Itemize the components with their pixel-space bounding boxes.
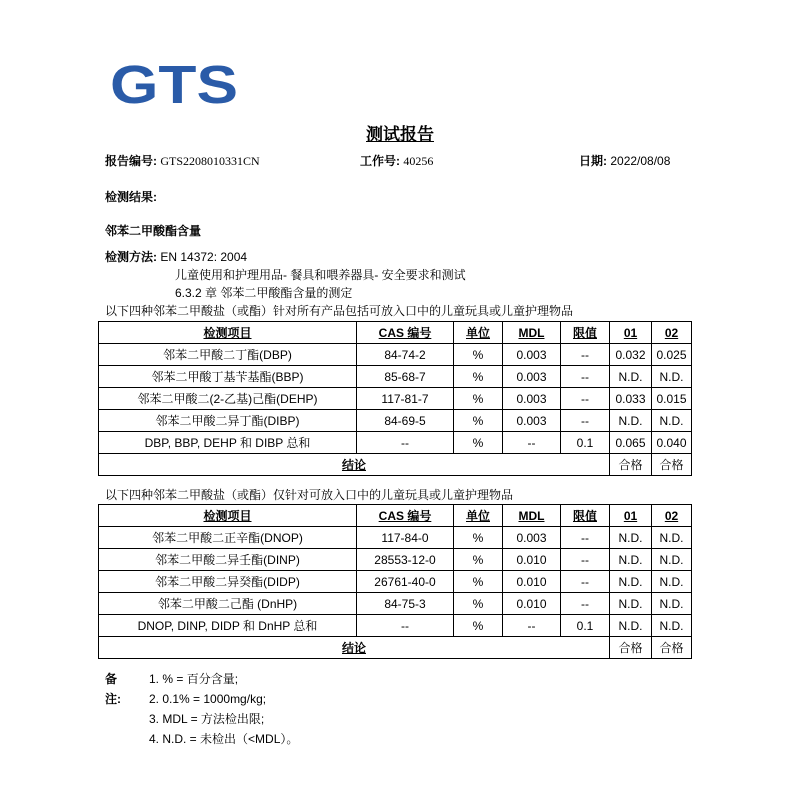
- method-description: 儿童使用和护理用品- 餐具和喂养器具- 安全要求和测试: [175, 268, 466, 282]
- table-row: [99, 388, 692, 410]
- cas-number: 26761-40-0: [357, 571, 454, 593]
- unit: %: [454, 366, 503, 388]
- result-02: N.D.: [652, 571, 692, 593]
- unit: %: [454, 571, 503, 593]
- date-value: 2022/08/08: [610, 154, 671, 168]
- cas-number: 84-75-3: [357, 593, 454, 615]
- table-row: [99, 366, 692, 388]
- cas-number: 117-81-7: [357, 388, 454, 410]
- column-header: 01: [610, 505, 652, 527]
- table-header-row: [99, 505, 692, 527]
- table1-intro: 以下四种邻苯二甲酸盐（或酯）针对所有产品包括可放入口中的儿童玩具或儿童护理物品: [105, 304, 574, 318]
- result-01: N.D.: [610, 549, 652, 571]
- conclusion-01: 合格: [610, 454, 652, 476]
- cas-number: 117-84-0: [357, 527, 454, 549]
- limit: --: [561, 571, 610, 593]
- result-01: 0.033: [610, 388, 652, 410]
- result-02: N.D.: [652, 527, 692, 549]
- notes-label: 备注:: [105, 672, 121, 706]
- column-header: MDL: [503, 505, 561, 527]
- column-header: MDL: [503, 322, 561, 344]
- column-header: CAS 编号: [357, 322, 454, 344]
- table-row: [99, 432, 692, 454]
- conclusion-row: [99, 454, 692, 476]
- column-header: 检测项目: [99, 322, 357, 344]
- test-item: 邻苯二甲酸丁基苄基酯(BBP): [99, 366, 357, 388]
- gts-logo: [108, 60, 240, 107]
- result-01: N.D.: [610, 615, 652, 637]
- result-02: 0.025: [652, 344, 692, 366]
- work-number-value: 40256: [403, 154, 434, 168]
- section-title: 邻苯二甲酸酯含量: [105, 224, 202, 238]
- table-row: [99, 615, 692, 637]
- limit: 0.1: [561, 615, 610, 637]
- conclusion-02: 合格: [652, 637, 692, 659]
- result-01: N.D.: [610, 366, 652, 388]
- unit: %: [454, 432, 503, 454]
- table-header-row: [99, 322, 692, 344]
- cas-number: --: [357, 432, 454, 454]
- mdl: 0.003: [503, 366, 561, 388]
- report-title: 测试报告: [366, 125, 434, 144]
- phthalate-table-1: [98, 321, 692, 476]
- report-number: [105, 152, 260, 169]
- result-01: N.D.: [610, 527, 652, 549]
- note-item: 1. % = 百分含量;: [149, 672, 239, 686]
- cas-number: 84-69-5: [357, 410, 454, 432]
- unit: %: [454, 388, 503, 410]
- work-number: [360, 152, 433, 169]
- table-row: [99, 344, 692, 366]
- mdl: 0.003: [503, 527, 561, 549]
- test-item: DNOP, DINP, DIDP 和 DnHP 总和: [99, 615, 357, 637]
- unit: %: [454, 615, 503, 637]
- test-item: 邻苯二甲酸二异壬酯(DINP): [99, 549, 357, 571]
- mdl: 0.010: [503, 593, 561, 615]
- limit: --: [561, 344, 610, 366]
- conclusion-label: 结论: [99, 454, 610, 476]
- limit: 0.1: [561, 432, 610, 454]
- conclusion-row: [99, 637, 692, 659]
- cas-number: 28553-12-0: [357, 549, 454, 571]
- column-header: 限值: [561, 505, 610, 527]
- limit: --: [561, 593, 610, 615]
- mdl: --: [503, 432, 561, 454]
- table-row: [99, 593, 692, 615]
- work-number-label: 工作号:: [360, 154, 400, 168]
- method-label: 检测方法:: [105, 250, 157, 264]
- notes-list: [149, 669, 298, 749]
- mdl: 0.003: [503, 410, 561, 432]
- unit: %: [454, 527, 503, 549]
- table-row: [99, 549, 692, 571]
- column-header: 检测项目: [99, 505, 357, 527]
- result-01: N.D.: [610, 410, 652, 432]
- cas-number: 85-68-7: [357, 366, 454, 388]
- result-02: N.D.: [652, 549, 692, 571]
- note-item: 4. N.D. = 未检出（<MDL）。: [149, 732, 299, 746]
- report-date: [579, 152, 670, 169]
- test-item: 邻苯二甲酸二(2-乙基)己酯(DEHP): [99, 388, 357, 410]
- column-header: 限值: [561, 322, 610, 344]
- limit: --: [561, 388, 610, 410]
- result-02: N.D.: [652, 615, 692, 637]
- column-header: 单位: [454, 505, 503, 527]
- unit: %: [454, 344, 503, 366]
- result-02: N.D.: [652, 366, 692, 388]
- date-label: 日期:: [579, 154, 607, 168]
- mdl: 0.010: [503, 571, 561, 593]
- result-01: 0.032: [610, 344, 652, 366]
- unit: %: [454, 549, 503, 571]
- table2-intro: 以下四种邻苯二甲酸盐（或酯）仅针对可放入口中的儿童玩具或儿童护理物品: [105, 488, 514, 502]
- report-number-value: GTS2208010331CN: [160, 154, 260, 168]
- result-02: N.D.: [652, 593, 692, 615]
- limit: --: [561, 549, 610, 571]
- table-row: [99, 571, 692, 593]
- table-row: [99, 410, 692, 432]
- column-header: 02: [652, 505, 692, 527]
- column-header: 单位: [454, 322, 503, 344]
- test-item: 邻苯二甲酸二异癸酯(DIDP): [99, 571, 357, 593]
- result-02: N.D.: [652, 410, 692, 432]
- method-clause: 6.3.2 章 邻苯二甲酸酯含量的测定: [175, 286, 353, 300]
- result-02: 0.040: [652, 432, 692, 454]
- column-header: CAS 编号: [357, 505, 454, 527]
- unit: %: [454, 593, 503, 615]
- column-header: 01: [610, 322, 652, 344]
- column-header: 02: [652, 322, 692, 344]
- mdl: --: [503, 615, 561, 637]
- test-item: 邻苯二甲酸二异丁酯(DIBP): [99, 410, 357, 432]
- table-row: [99, 527, 692, 549]
- results-label: 检测结果:: [105, 190, 157, 204]
- test-item: 邻苯二甲酸二己酯 (DnHP): [99, 593, 357, 615]
- result-01: N.D.: [610, 593, 652, 615]
- cas-number: --: [357, 615, 454, 637]
- note-item: 2. 0.1% = 1000mg/kg;: [149, 692, 267, 706]
- result-01: 0.065: [610, 432, 652, 454]
- conclusion-01: 合格: [610, 637, 652, 659]
- logo-text: GTS: [110, 60, 238, 107]
- report-number-label: 报告编号:: [105, 154, 157, 168]
- conclusion-02: 合格: [652, 454, 692, 476]
- test-item: DBP, BBP, DEHP 和 DIBP 总和: [99, 432, 357, 454]
- test-item: 邻苯二甲酸二正辛酯(DNOP): [99, 527, 357, 549]
- unit: %: [454, 410, 503, 432]
- conclusion-label: 结论: [99, 637, 610, 659]
- result-01: N.D.: [610, 571, 652, 593]
- limit: --: [561, 366, 610, 388]
- note-item: 3. MDL = 方法检出限;: [149, 712, 265, 726]
- mdl: 0.003: [503, 344, 561, 366]
- mdl: 0.010: [503, 549, 561, 571]
- result-02: 0.015: [652, 388, 692, 410]
- mdl: 0.003: [503, 388, 561, 410]
- test-item: 邻苯二甲酸二丁酯(DBP): [99, 344, 357, 366]
- phthalate-table-2: [98, 504, 692, 659]
- cas-number: 84-74-2: [357, 344, 454, 366]
- limit: --: [561, 410, 610, 432]
- method-standard: EN 14372: 2004: [160, 250, 248, 264]
- limit: --: [561, 527, 610, 549]
- test-method: [105, 248, 247, 265]
